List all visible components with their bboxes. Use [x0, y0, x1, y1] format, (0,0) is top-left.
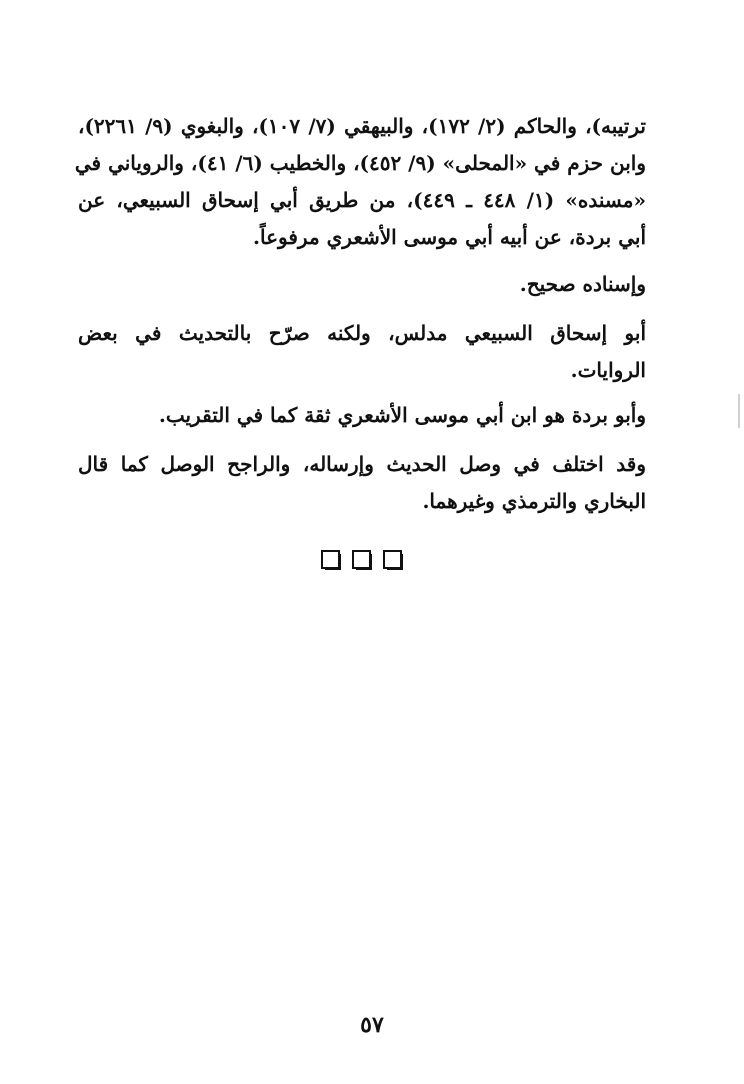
square-box-icon — [352, 550, 372, 570]
section-end-ornament — [321, 550, 403, 572]
text-line: الروايات. — [570, 358, 646, 382]
paragraph-citations — [74, 108, 646, 256]
page-number: ٥٧ — [360, 1012, 384, 1038]
square-box-icon — [321, 550, 341, 570]
text-line: البخاري والترمذي وغيرهما. — [422, 489, 646, 513]
text-line: أبو إسحاق السبيعي مدلس، ولكنه صرّح بالتحديث في بعض — [78, 321, 646, 345]
square-box-icon — [383, 550, 403, 570]
text-line: ترتيبه)، والحاكم (٢/ ١٧٢)، والبيهقي (٧/ ١٠٧)، والبغوي (٩/ ٢٢٦١)، — [78, 114, 646, 138]
text-line: «مسنده» (١/ ٤٤٨ ـ ٤٤٩)، من طريق أبي إسحاق السبيعي، عن — [78, 188, 646, 212]
text-line: وابن حزم في «المحلى» (٩/ ٤٥٢)، والخطيب (٦/ ٤١)، والروياني في — [74, 151, 646, 175]
text-line: وأبو بردة هو ابن أبي موسى الأشعري ثقة كما في التقريب. — [158, 403, 646, 427]
paragraph-isnad-verdict — [78, 266, 646, 303]
text-line: أبي بردة، عن أبيه أبي موسى الأشعري مرفوعاً. — [253, 225, 646, 249]
paragraph-narrator-identity — [78, 397, 646, 434]
paragraph-narrator-note — [78, 315, 646, 389]
text-line: وقد اختلف في وصل الحديث وإرساله، والراجح الوصل كما قال — [78, 452, 646, 476]
paragraph-disagreement — [78, 446, 646, 520]
text-line: وإسناده صحيح. — [519, 272, 646, 296]
scan-edge-mark — [738, 394, 740, 428]
